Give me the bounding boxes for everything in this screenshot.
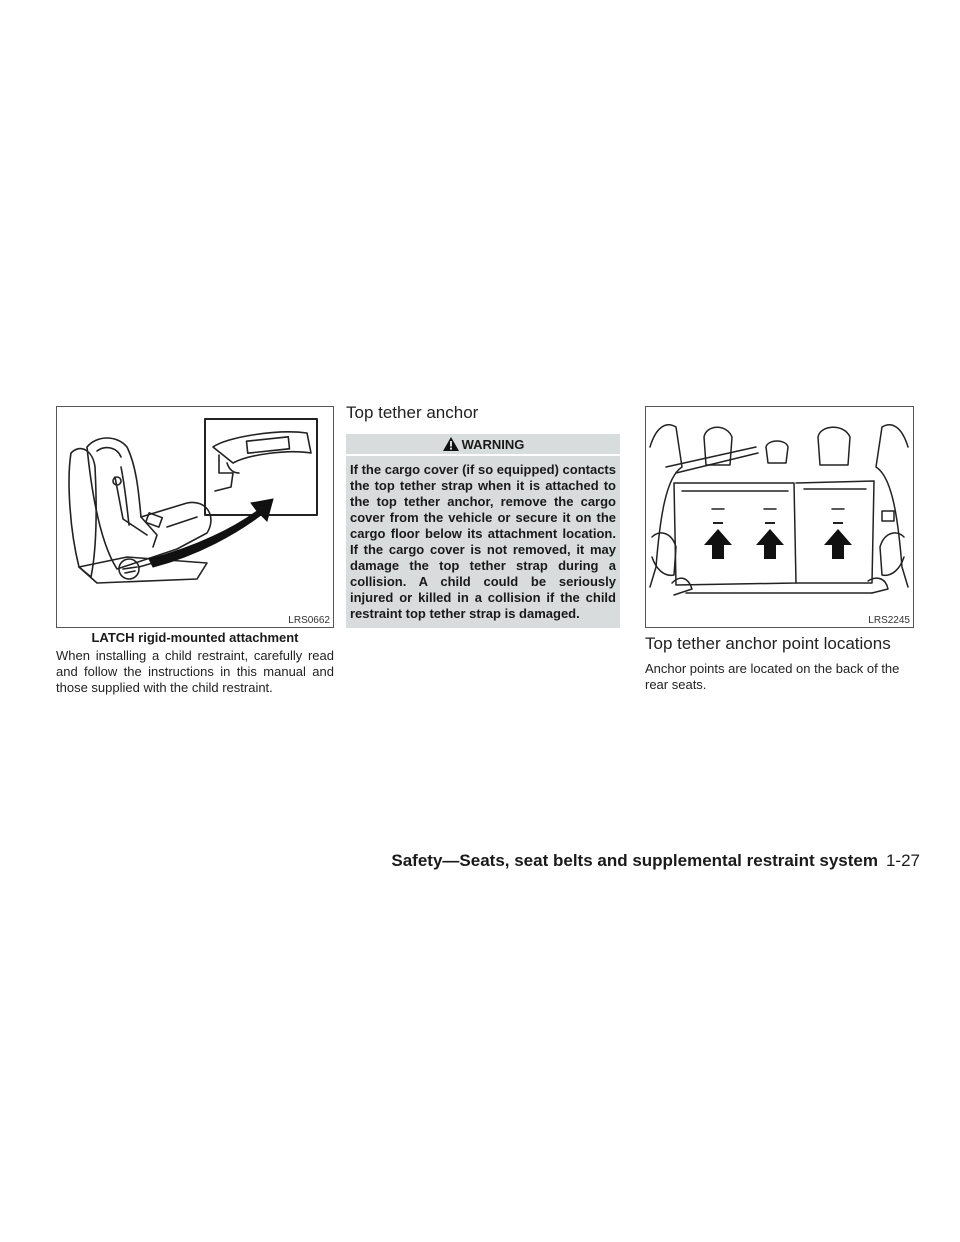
left-paragraph: When installing a child restraint, carefully read and follow the instructions in this manual and those supplied with the child restraint. (56, 648, 334, 695)
page-footer (391, 851, 920, 871)
latch-attachment-figure (56, 406, 334, 628)
warning-title: WARNING (461, 436, 525, 452)
figure-caption: LATCH rigid-mounted attachment (91, 630, 299, 645)
warning-text: If the cargo cover (if so equipped) contacts the top tether strap when it is attached to the top tether anchor, remove the cargo cover from the vehicle or secure it on the cargo floor below its attachment location. If the cargo cover is not removed, it may damage the top tether strap during a collision. A child could be seriously injured or killed in a collision if the child restraint top tether strap is damaged. (350, 462, 616, 621)
warning-header (346, 434, 620, 456)
top-tether-anchor-heading: Top tether anchor (346, 403, 479, 422)
warning-triangle-icon (442, 436, 460, 452)
rear-seats-illustration (646, 407, 913, 627)
figure-code: LRS2245 (868, 615, 910, 626)
child-seat-illustration (57, 407, 333, 627)
anchor-arrow-icons (704, 529, 852, 559)
anchor-locations-heading: Top tether anchor point locations (645, 634, 891, 653)
figure-code: LRS0662 (288, 615, 330, 626)
footer-section-title: Safety—Seats, seat belts and supplemental restraint system (391, 851, 878, 870)
page-number: 1-27 (885, 851, 920, 870)
warning-box (346, 434, 620, 628)
anchor-locations-figure (645, 406, 914, 628)
right-paragraph: Anchor points are located on the back of the rear seats. (645, 661, 900, 692)
